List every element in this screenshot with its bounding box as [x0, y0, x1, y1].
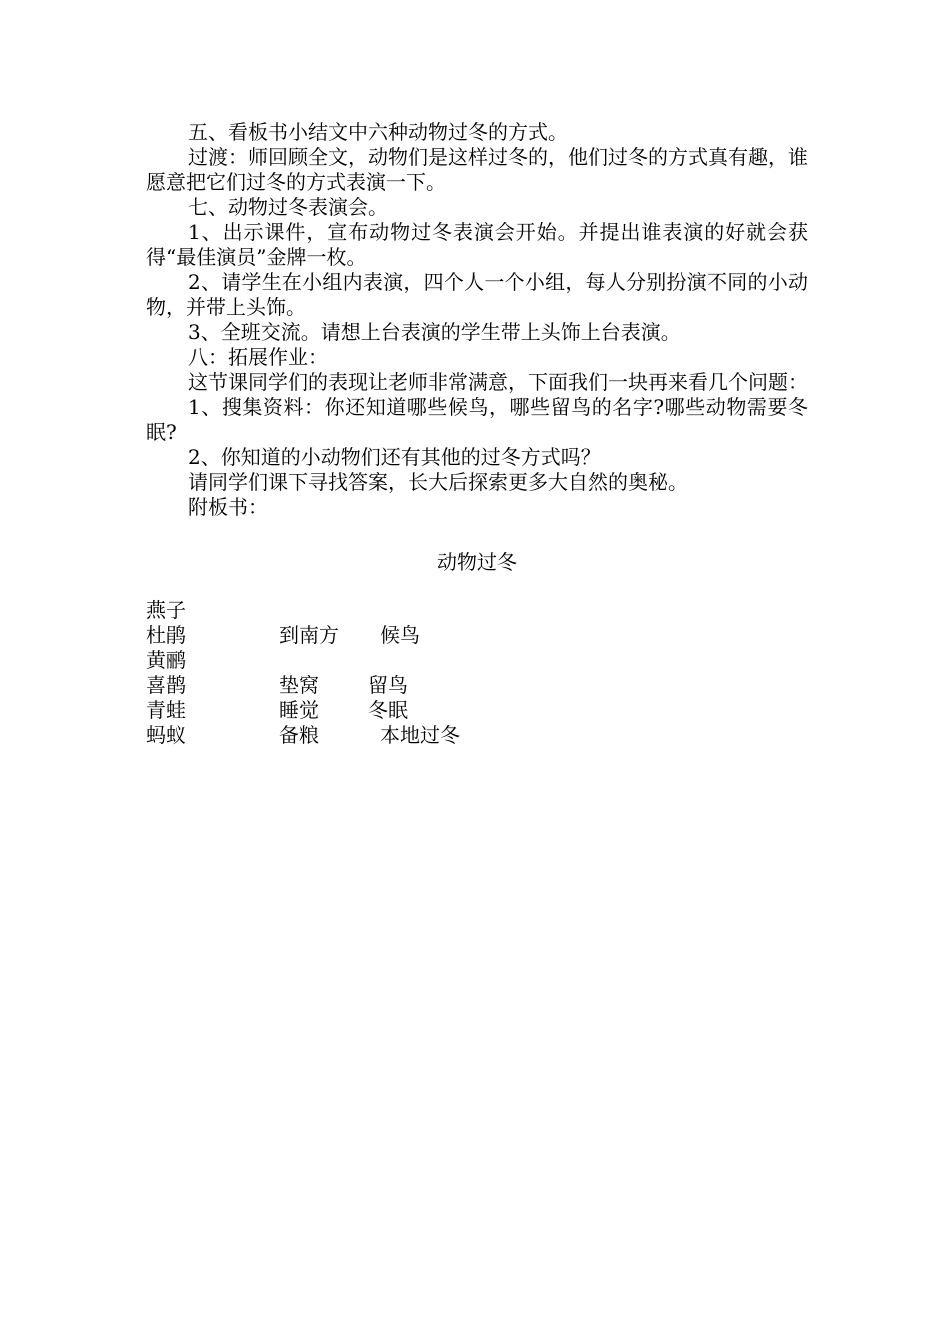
- paragraph-summary: 五、看板书小结文中六种动物过冬的方式。: [188, 120, 568, 144]
- paragraph-transition: 过渡：师回顾全文，动物们是这样过冬的，他们过冬的方式真有趣，谁愿意把它们过冬的方式表演一下。: [146, 145, 808, 194]
- board-row: [146, 673, 808, 698]
- board-title: 动物过冬: [437, 550, 517, 574]
- board-category: 冬眠: [368, 698, 408, 722]
- paragraph-homework-two: 2、你知道的小动物们还有其他的过冬方式吗？: [188, 445, 601, 469]
- board-row: [146, 648, 808, 673]
- board-animal: 杜鹃: [146, 623, 186, 647]
- lesson-text: [146, 120, 808, 520]
- paragraph-step-two: 2、请学生在小组内表演，四个人一个小组，每人分别扮演不同的小动物，并带上头饰。: [146, 270, 808, 319]
- board-category: 候鸟: [380, 623, 420, 647]
- board-animal: 燕子: [146, 598, 186, 622]
- paragraph-section-seven: 七、动物过冬表演会。: [188, 195, 388, 219]
- board-table: [146, 598, 808, 748]
- paragraph-closing: 请同学们课下寻找答案，长大后探索更多大自然的奥秘。: [188, 470, 688, 494]
- board-category: 本地过冬: [380, 723, 460, 747]
- paragraph-homework-one: 1、搜集资料：你还知道哪些候鸟，哪些留鸟的名字?哪些动物需要冬眠?: [146, 395, 808, 444]
- board-row: [146, 698, 808, 723]
- board-action: 到南方: [279, 623, 339, 647]
- paragraph-section-eight: 八：拓展作业：: [188, 345, 328, 369]
- paragraph-step-three: 3、全班交流。请想上台表演的学生带上头饰上台表演。: [188, 320, 681, 344]
- board-animal: 蚂蚁: [146, 723, 186, 747]
- board-action: 睡觉: [279, 698, 319, 722]
- board-row: [146, 598, 808, 623]
- board-category: 留鸟: [368, 673, 408, 697]
- board-row: [146, 623, 808, 648]
- board-animal: 喜鹊: [146, 673, 186, 697]
- board-action: 备粮: [279, 723, 319, 747]
- paragraph-step-one: 1、出示课件，宣布动物过冬表演会开始。并提出谁表演的好就会获得“最佳演员”金牌一枚。: [146, 220, 808, 269]
- board-row: [146, 723, 808, 748]
- board-action: 垫窝: [279, 673, 319, 697]
- board-animal: 青蛙: [146, 698, 186, 722]
- board-animal: 黄鹂: [146, 648, 186, 672]
- paragraph-homework-intro: 这节课同学们的表现让老师非常满意，下面我们一块再来看几个问题：: [188, 370, 808, 394]
- paragraph-board-label: 附板书：: [188, 495, 268, 519]
